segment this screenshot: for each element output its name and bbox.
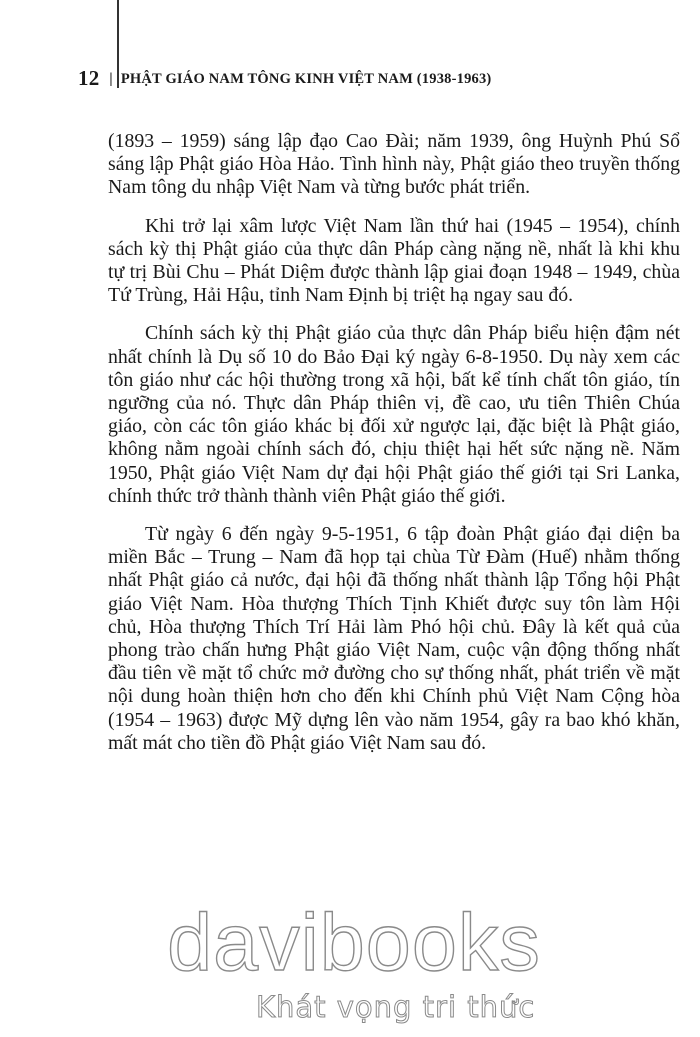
running-title: PHẬT GIÁO NAM TÔNG KINH VIỆT NAM (1938-1963): [120, 71, 492, 87]
watermark-brand: davibooks: [167, 898, 541, 988]
body-text: [108, 130, 680, 770]
paragraph-2: Khi trở lại xâm lược Việt Nam lần thứ hai (1945 – 1954), chính sách kỳ thị Phật giáo của thực dân Pháp càng nặng nề, nhất là khi khu tự trị Bùi Chu – Phát Diệm được thành lập giai đoạn 1948 – 1949, chùa Tứ Trùng, Hải Hậu, tỉnh Nam Định bị triệt hạ ngay sau đó.: [108, 214, 680, 307]
running-header: [78, 64, 491, 89]
page-number: 12: [78, 66, 100, 90]
paragraph-3: Chính sách kỳ thị Phật giáo của thực dân Pháp biểu hiện đậm nét nhất chính là Dụ số 10 do Bảo Đại ký ngày 6-8-1950. Dụ này xem các tôn giáo như các hội thường trong xã hội, bất kể tính chất tôn giáo, tín ngưỡng của nó. Thực dân Pháp thiên vị, đề cao, ưu tiên Thiên Chúa giáo, còn các tôn giáo khác bị đối xử ngược lại, đặc biệt là Phật giáo, không nằm ngoài chính sách đó, chịu thiệt hại hết sức nặng nề. Năm 1950, Phật giáo Việt Nam dự đại hội Phật giáo thế giới tại Sri Lanka, chính thức trở thành thành viên Phật giáo thế giới.: [108, 322, 680, 507]
paragraph-1: (1893 – 1959) sáng lập đạo Cao Đài; năm 1939, ông Huỳnh Phú Sổ sáng lập Phật giáo Hòa Hảo. Tình hình này, Phật giáo theo truyền thống Nam tông du nhập Việt Nam và từng bước phát triển.: [108, 130, 680, 199]
watermark-tagline: Khát vọng tri thức: [256, 990, 536, 1024]
header-separator: |: [109, 71, 113, 87]
paragraph-4: Từ ngày 6 đến ngày 9-5-1951, 6 tập đoàn Phật giáo đại diện ba miền Bắc – Trung – Nam đã họp tại chùa Từ Đàm (Huế) nhằm thống nhất Phật giáo cả nước, đại hội đã thống nhất thành lập Tổng hội Phật giáo Việt Nam. Hòa thượng Thích Tịnh Khiết được suy tôn làm Hội chủ, Hòa thượng Thích Trí Hải làm Phó hội chủ. Đây là kết quả của phong trào chấn hưng Phật giáo Việt Nam, cuộc vận động thống nhất đầu tiên về mặt tổ chức mở đường cho sự thống nhất, phát triển về mặt nội dung hoàn thiện hơn cho đến khi Chính phủ Việt Nam Cộng hòa (1954 – 1963) được Mỹ dựng lên vào năm 1954, gây ra bao khó khăn, mất mát cho tiền đồ Phật giáo Việt Nam sau đó.: [108, 523, 680, 754]
